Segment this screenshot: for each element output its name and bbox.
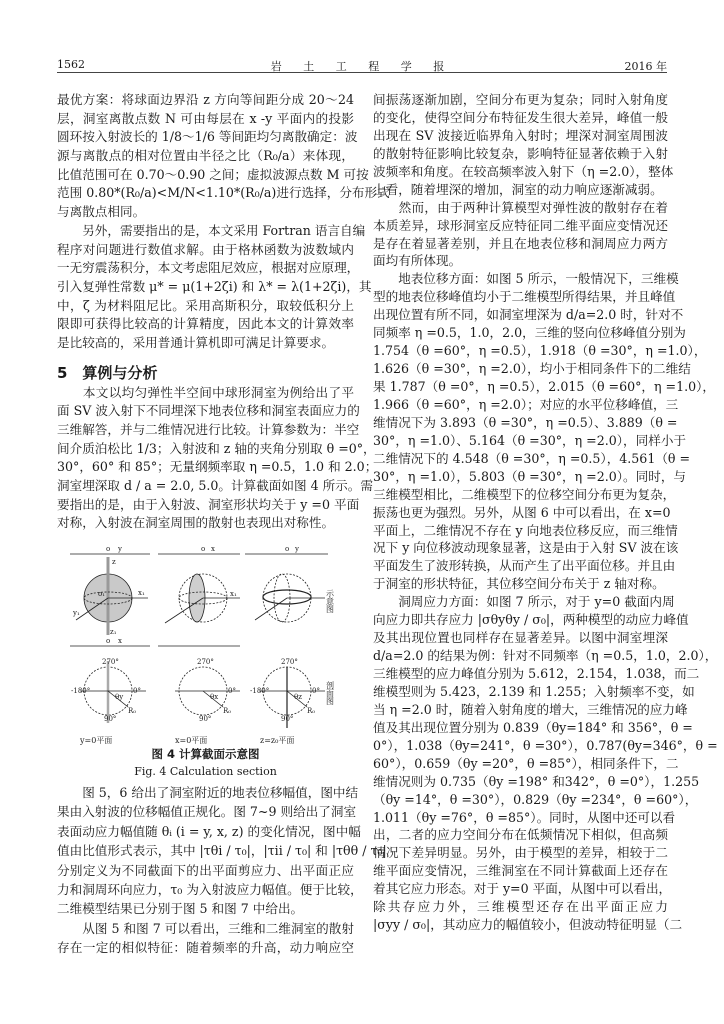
text-line: 维情况下为 3.893（θ =30°，η =0.5）、3.889（θ = (373, 414, 678, 430)
text-line: 面均有所体现。 (373, 253, 462, 269)
text-line: 洞室埋深取 d / a = 2.0, 5.0。计算截面如图 4 所示。需 (57, 478, 373, 494)
left-column-bottom (57, 783, 387, 958)
text-line: 60°），0.659（θy =20°，θ =85°），相同条件下，二 (373, 755, 679, 771)
side-label: 示意图 (325, 589, 335, 613)
angle-label: 90° (104, 715, 117, 723)
text-line: 情况下差异明显。另外，由于模型的差异，相较于二 (373, 845, 668, 861)
text-line: 1.754（θ =60°，η =0.5），1.918（θ =30°，η =1.0）， (373, 343, 707, 359)
text-line: d/a=2.0 的结果为例：针对不同频率（η =0.5，1.0，2.0）， (373, 648, 718, 664)
axis-label: z (112, 558, 116, 566)
axis-label: R₀ (128, 707, 137, 715)
axis-label: y (118, 545, 122, 553)
text-line: 面 SV 波入射下不同埋深下地表位移和洞室表面应力的 (57, 403, 360, 419)
text-line: 平面上，二维情况不存在 y 向地表位移反应，而三维情 (373, 522, 678, 538)
axis-label: z₁ (110, 628, 117, 636)
section-heading: 5 算例与分析 (57, 363, 158, 382)
text-line: 1.626（θ =30°，η =2.0），均小于相同条件下的二维结 (373, 361, 691, 377)
figure-caption-english: Fig. 4 Calculation section (134, 765, 277, 778)
paragraph (57, 783, 387, 919)
text-line: 况下 y 向位移波动现象显著，这是由于入射 SV 波在该 (373, 540, 679, 556)
paragraph (373, 270, 716, 593)
text-line: 上看，随着埋深的增加，洞室的动力响应逐渐减弱。 (373, 181, 663, 197)
text-line: 范围 0.80*(R₀/a)<M/N<1.10*(R₀/a)进行选择，分布形式 (57, 185, 390, 201)
text-line: 同频率 η =0.5，1.0，2.0，三维的竖向位移峰值分别为 (373, 325, 686, 341)
running-header (57, 58, 667, 73)
text-line: 要指出的是，由于入射波、洞室形状均关于 y =0 平面 (57, 496, 360, 512)
text-line: 值及其出现位置分别为 0.839（θy=184° 和 356°，θ = (373, 719, 693, 735)
text-line: 间介质泊松比 1/3；入射波和 z 轴的夹角分别取 θ =0°， (57, 440, 376, 456)
text-line: 图 5，6 给出了洞室附近的地表位移幅值，图中结 (57, 785, 359, 800)
text-line: 间振荡逐渐加剧，空间分布更为复杂；同时入射角度 (373, 92, 668, 107)
text-line: 30°，60° 和 85°；无量纲频率取 η =0.5，1.0 和 2.0； (57, 459, 378, 475)
text-line: 引入复弹性常数 μ* = μ(1+2ζi) 和 λ* = λ(1+2ζi)，其 (57, 278, 372, 294)
text-line: 维模型则为 5.423，2.139 和 1.255；入射频率不变，如 (373, 683, 695, 699)
text-line: 力和洞周环向应力，τ₀ 为入射波应力幅值。便于比较， (57, 881, 363, 897)
angle-label: 0° (228, 687, 236, 695)
paragraph (373, 91, 674, 199)
text-line: 表面动应力幅值随 θᵢ (i = y, x, z) 的变化情况，图中幅 (57, 823, 361, 839)
text-line: 最优方案：将球面边界沿 z 方向等间距分成 20～24 (57, 92, 354, 107)
angle-label: -180° (250, 687, 270, 695)
text-line: 着其它应力形态。对于 y=0 平面，从图中可以看出， (373, 881, 672, 897)
text-line: 振荡也更为强烈。另外，从图 6 中可以看出，在 x=0 (373, 504, 671, 520)
text-line: 本质差异，球形洞室反应特征同二维平面应变情况还 (373, 217, 668, 233)
text-line: 中，ζ 为材料阻尼比。采用高斯积分，取较低积分上 (57, 297, 354, 313)
angle-label: 270° (197, 658, 214, 666)
angle-label: -180° (71, 687, 91, 695)
text-line: 1.011（θy =76°，θ =85°）。同时，从图中还可以看 (373, 809, 676, 825)
axis-label: y₁ (73, 609, 80, 617)
journal-title: 岩 土 工 程 学 报 (270, 60, 454, 73)
text-line: 出现在 SV 波接近临界角入射时；埋深对洞室周围波 (373, 127, 668, 143)
text-line: 对称，入射波在洞室周围的散射也表现出对称性。 (57, 515, 335, 531)
axis-label: R₀ (307, 707, 316, 715)
text-line: 于洞室的形状特征，其位移空间分布关于 z 轴对称。 (373, 576, 665, 592)
axis-label: x (118, 637, 122, 645)
text-line: 30°，η =1.0）、5.164（θ =30°，η =2.0），同样小于 (373, 432, 687, 448)
paragraph (57, 91, 390, 222)
angle-label: θy (115, 693, 124, 701)
text-line: 三维模型的应力峰值分别为 5.612，2.154，1.038，而二 (373, 666, 700, 681)
text-line: 三维解答，并与二维情况进行比较。计算参数为：半空 (57, 422, 360, 437)
axis-label: o (106, 545, 111, 553)
text-line: 二维情况下的 4.548（θ =30°，η =0.5），4.561（θ = (373, 450, 691, 466)
paragraph (373, 199, 668, 271)
axis-label: y (295, 545, 299, 553)
angle-label: θx (210, 693, 219, 701)
paragraph (373, 593, 718, 934)
text-line: 值由比值形式表示，其中 |τθi / τ₀|，|τii / τ₀| 和 |τθθ / τ₀| (57, 843, 387, 859)
text-line: 的变化，使得空间分布特征发生很大差异，峰值一般 (373, 109, 668, 125)
paragraph (57, 222, 372, 353)
text-line: 1.966（θ =60°，η =2.0）；对应的水平位移峰值，三 (373, 396, 679, 412)
text-line: 30°，η =1.0），5.803（θ =30°，η =2.0）。同时，与 (373, 468, 687, 484)
text-line: 平面发生了波形转换，从而产生了出平面位移。并且由 (373, 558, 676, 574)
text-line: 除共存应力外，三维模型还存在出平面正应力 (373, 899, 668, 915)
page-number: 1562 (57, 58, 85, 71)
text-line: 及其出现位置也同样存在显著差异。以图中洞室埋深 (373, 630, 668, 646)
text-line: 果由入射波的位移幅值正规化。图 7~9 则给出了洞室 (57, 804, 357, 820)
text-line: 三维模型相比，二维模型下的位移空间分布更为复杂， (373, 486, 676, 502)
text-line: 与离散点相同。 (57, 204, 146, 220)
text-line: 从图 5 和图 7 可以看出，三维和二维洞室的散射 (57, 920, 354, 936)
text-line: 洞周应力方面：如图 7 所示，对于 y=0 截面内周 (373, 594, 675, 610)
text-line: 向应力即共存应力 |σθyθy / σ₀|，两种模型的动应力峰值 (373, 612, 689, 628)
side-label: 剖面图 (325, 681, 335, 705)
text-line: 层，洞室离散点数 N 可由每层在 x -y 平面内的投影 (57, 110, 354, 126)
text-line: 程序对问题进行数值求解。由于格林函数为波数域内 (57, 241, 354, 257)
text-line: 果 1.787（θ =0°，η =0.5），2.015（θ =60°，η =1.0）， (373, 379, 716, 394)
text-line: 然而，由于两种计算模型对弹性波的散射存在着 (373, 199, 668, 215)
text-line: 维平面应变情况，三维洞室在不同计算截面上还存在 (373, 863, 668, 879)
text-line: 当 η =2.0 时，随着入射角度的增大，三维情况的应力峰 (373, 701, 688, 717)
axis-label: o₁ (98, 590, 106, 598)
figure-4 (60, 543, 370, 748)
angle-label: 0° (133, 687, 141, 695)
text-line: 出，二者的应力空间分布在低频情况下相似，但高频 (373, 827, 668, 843)
axis-label: o (285, 545, 290, 553)
text-line: 出现位置有所不同，如洞室埋深为 d/a=2.0 时，针对不 (373, 307, 684, 323)
angle-label: 270° (102, 658, 119, 666)
angle-label: 90° (199, 715, 212, 723)
paragraph (57, 919, 354, 958)
text-line: 地表位移方面：如图 5 所示，一般情况下，三维模 (373, 271, 679, 287)
text-line: 是比较高的，采用普通计算机即可满足计算要求。 (57, 334, 335, 350)
text-line: 0°），1.038（θy=241°，θ =30°），0.787(θy=346°，θ = (373, 737, 718, 753)
text-line: 是存在着显著差别，并且在地表位移和洞周应力两方 (373, 235, 668, 251)
plane-label: x=0平面 (175, 736, 208, 745)
text-line: 本文以均匀弹性半空间中球形洞室为例给出了平 (57, 384, 354, 400)
axis-label: o (106, 637, 111, 645)
text-line: 存在一定的相似特征：随着频率的升高，动力响应空 (57, 940, 354, 956)
plane-label: y=0平面 (80, 736, 113, 745)
section-plane (263, 590, 311, 604)
text-line: 型的地表位移峰值均小于二维模型所得结果，并且峰值 (373, 289, 676, 305)
text-line: 波频率和角度。在较高频率波入射下（η =2.0），整体 (373, 163, 674, 179)
text-line: 源与离散点的相对位置由半径之比（R₀/a）来体现， (57, 148, 354, 164)
left-column-top (57, 91, 390, 533)
axis-label: x (211, 545, 215, 553)
text-line: 分别定义为不同截面下的出平面剪应力、出平面正应 (57, 862, 354, 878)
text-line: 限即可获得比较高的计算精度，因此本文的计算效率 (57, 316, 354, 332)
text-line: 另外，需要指出的是，本文采用 Fortran 语言自编 (57, 222, 366, 238)
angle-label: 0° (312, 687, 320, 695)
axis-label: x₁ (138, 589, 145, 597)
plane-label: z=z₀平面 (260, 736, 295, 745)
axis-label: R₀ (223, 707, 232, 715)
text-line: （θy =14°，θ =30°），0.829（θy =234°，θ =60°）， (373, 791, 698, 807)
angle-label: 90° (281, 715, 294, 723)
right-column (373, 91, 718, 934)
text-line: 比值范围可在 0.70～0.90 之间；虚拟波源点数 M 可按 (57, 166, 369, 182)
axis-label: x₁ (230, 590, 237, 598)
text-line: 圆环按入射波长的 1/8～1/6 等间距均匀离散确定：波 (57, 129, 358, 145)
angle-label: 270° (281, 658, 298, 666)
axis-label: o (201, 545, 206, 553)
text-line: |σyy / σ₀|，其动应力的幅值较小，但波动特征明显（二 (373, 917, 683, 933)
publication-year: 2016 年 (624, 60, 667, 73)
text-line: 的散射特征影响比较复杂，影响特征显著依赖于入射 (373, 145, 668, 161)
paragraph (57, 384, 378, 534)
angle-label: θz (294, 693, 302, 701)
calculation-section-diagram (60, 543, 370, 748)
figure-caption-chinese: 图 4 计算截面示意图 (151, 747, 260, 761)
text-line: 维情况则为 0.735（θy =198° 和342°，θ =0°），1.255 (373, 773, 700, 789)
text-line: 二维模型结果已分别于图 5 和图 7 中给出。 (57, 901, 304, 917)
text-line: 一无穷震荡积分，本文考虑阻尼效应，根据对应原理， (57, 260, 360, 276)
